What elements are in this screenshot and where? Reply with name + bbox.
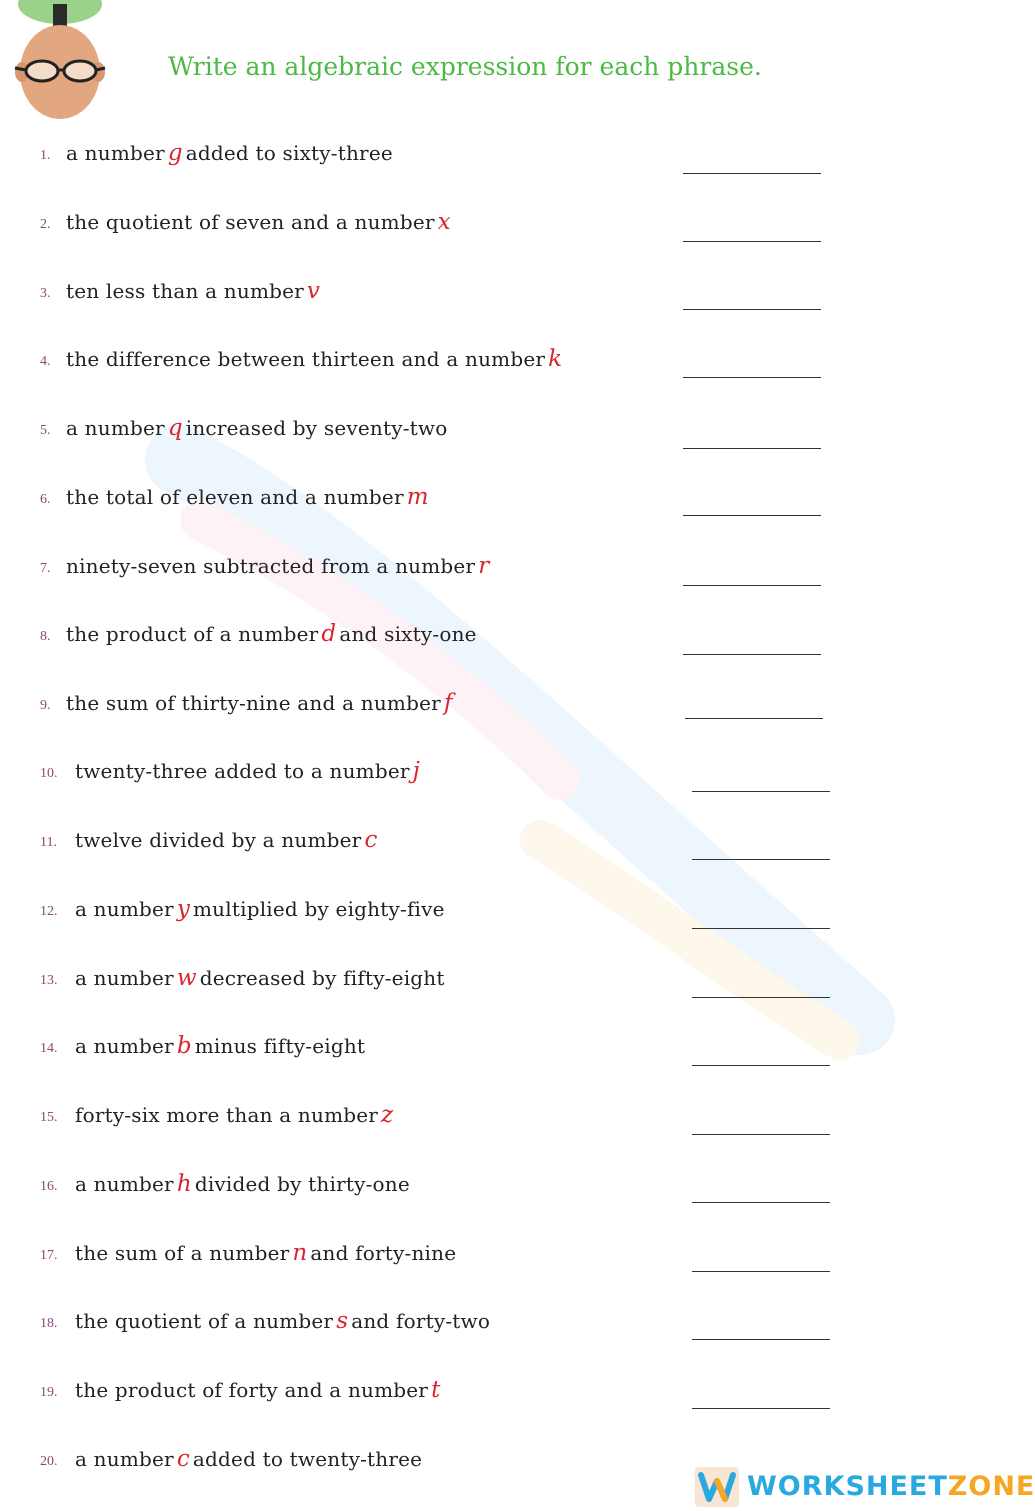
question-text [66,553,492,579]
question-text [75,1102,396,1128]
question-text-before: twenty-three added to a number [75,759,410,783]
question-text [75,827,381,853]
question-text [75,1033,365,1059]
question-number: 9. [40,698,51,713]
question-variable: d [321,621,337,647]
question-text-after: and forty-two [351,1309,491,1333]
question-text-after: added to sixty-three [185,141,393,165]
question-variable: x [437,209,451,235]
question-variable: y [176,896,191,922]
question-text-after: and forty-nine [310,1241,457,1265]
worksheetzone-brand [695,1465,1035,1511]
question-variable: r [478,553,490,579]
question-text-before: a number [66,141,165,165]
question-row [0,140,1000,180]
question-variable: b [176,1033,192,1059]
answer-blank-line[interactable] [692,791,830,792]
answer-blank-line[interactable] [692,1339,830,1340]
question-text [66,346,565,372]
question-number: 18. [40,1316,58,1331]
answer-blank-line[interactable] [692,1271,830,1272]
question-text-before: a number [75,1172,174,1196]
question-number: 19. [40,1385,58,1400]
answer-blank-line[interactable] [692,928,830,929]
answer-blank-line[interactable] [683,654,821,655]
answer-blank-line[interactable] [692,1408,830,1409]
question-number: 10. [40,766,58,781]
question-number: 20. [40,1454,58,1469]
question-text [75,1308,490,1334]
question-text [75,758,423,784]
question-text [75,1446,422,1472]
question-variable: n [292,1240,308,1266]
answer-blank-line[interactable] [683,515,821,516]
question-variable: c [176,1446,190,1472]
worksheet-title: Write an algebraic expression for each phrase. [168,52,762,81]
question-number: 4. [40,354,51,369]
question-text [75,965,445,991]
question-number: 7. [40,561,51,576]
question-text-before: the quotient of seven and a number [66,210,435,234]
answer-blank-line[interactable] [692,997,830,998]
question-text [66,415,447,441]
question-number: 15. [40,1110,58,1125]
question-text-before: a number [75,1447,174,1471]
question-number: 6. [40,492,51,507]
question-variable: c [364,827,378,853]
question-text-before: the product of a number [66,622,319,646]
question-text-before: ninety-seven subtracted from a number [66,554,476,578]
question-number: 17. [40,1248,58,1263]
question-row [0,965,1000,1005]
question-text [75,1240,456,1266]
question-variable: t [431,1377,441,1403]
question-text [66,621,477,647]
question-row [0,415,1000,455]
question-text [66,278,323,304]
question-variable: h [176,1171,192,1197]
question-text-before: a number [75,966,174,990]
question-text-before: the quotient of a number [75,1309,334,1333]
question-row [0,1102,1000,1142]
question-row [0,1033,1000,1073]
question-text-before: a number [75,897,174,921]
question-text [66,209,454,235]
question-text-after: divided by thirty-one [194,1172,410,1196]
question-text-before: the difference between thirteen and a number [66,347,546,371]
question-row [0,758,1000,798]
question-row [0,209,1000,249]
question-text-before: ten less than a number [66,279,304,303]
question-number: 8. [40,629,51,644]
question-text-before: a number [75,1034,174,1058]
question-variable: z [381,1102,394,1128]
question-text-after: decreased by fifty-eight [199,966,445,990]
question-text [75,1171,410,1197]
question-row [0,1171,1000,1211]
brand-name-part2: ZONE [947,1471,1035,1502]
answer-blank-line[interactable] [683,309,821,310]
answer-blank-line[interactable] [692,1202,830,1203]
brand-name [747,1471,1035,1502]
question-text-before: the sum of a number [75,1241,290,1265]
question-row [0,1240,1000,1280]
question-text-before: twelve divided by a number [75,828,362,852]
question-row [0,621,1000,661]
question-text [66,140,393,166]
answer-blank-line[interactable] [683,377,821,378]
question-row [0,346,1000,386]
question-text [66,484,432,510]
answer-blank-line[interactable] [683,241,821,242]
question-text-after: multiplied by eighty-five [193,897,445,921]
brand-name-part1: WORKSHEET [747,1471,948,1502]
question-number: 14. [40,1041,58,1056]
question-row [0,896,1000,936]
question-variable: m [406,484,429,510]
question-variable: f [443,690,453,716]
question-number: 1. [40,148,51,163]
question-number: 12. [40,904,58,919]
question-variable: q [167,415,183,441]
question-text-before: a number [66,416,165,440]
answer-blank-line[interactable] [685,718,823,719]
answer-blank-line[interactable] [683,173,821,174]
question-text-before: the total of eleven and a number [66,485,404,509]
question-row [0,827,1000,867]
question-text [75,896,445,922]
question-text-before: the product of forty and a number [75,1378,429,1402]
question-row [0,553,1000,593]
question-row [0,690,1000,730]
question-variable: k [548,346,563,372]
question-number: 2. [40,217,51,232]
question-variable: j [412,758,420,784]
question-variable: g [167,140,183,166]
worksheetzone-logo-icon [695,1467,739,1507]
answer-blank-line[interactable] [683,585,821,586]
question-text-after: increased by seventy-two [185,416,448,440]
question-text-before: the sum of thirty-nine and a number [66,691,441,715]
question-text [66,690,456,716]
question-variable: w [176,965,197,991]
answer-blank-line[interactable] [683,448,821,449]
question-variable: v [306,278,321,304]
question-number: 3. [40,286,51,301]
question-number: 5. [40,423,51,438]
question-row [0,484,1000,524]
question-text [75,1377,444,1403]
question-variable: s [336,1308,349,1334]
question-row [0,278,1000,318]
question-text-after: added to twenty-three [192,1447,423,1471]
question-number: 11. [40,835,57,850]
question-text-after: and sixty-one [339,622,477,646]
answer-blank-line[interactable] [692,859,830,860]
question-text-before: forty-six more than a number [75,1103,379,1127]
question-text-after: minus fifty-eight [194,1034,366,1058]
answer-blank-line[interactable] [692,1065,830,1066]
question-number: 13. [40,973,58,988]
question-row [0,1308,1000,1348]
question-row [0,1377,1000,1417]
question-number: 16. [40,1179,58,1194]
answer-blank-line[interactable] [692,1134,830,1135]
